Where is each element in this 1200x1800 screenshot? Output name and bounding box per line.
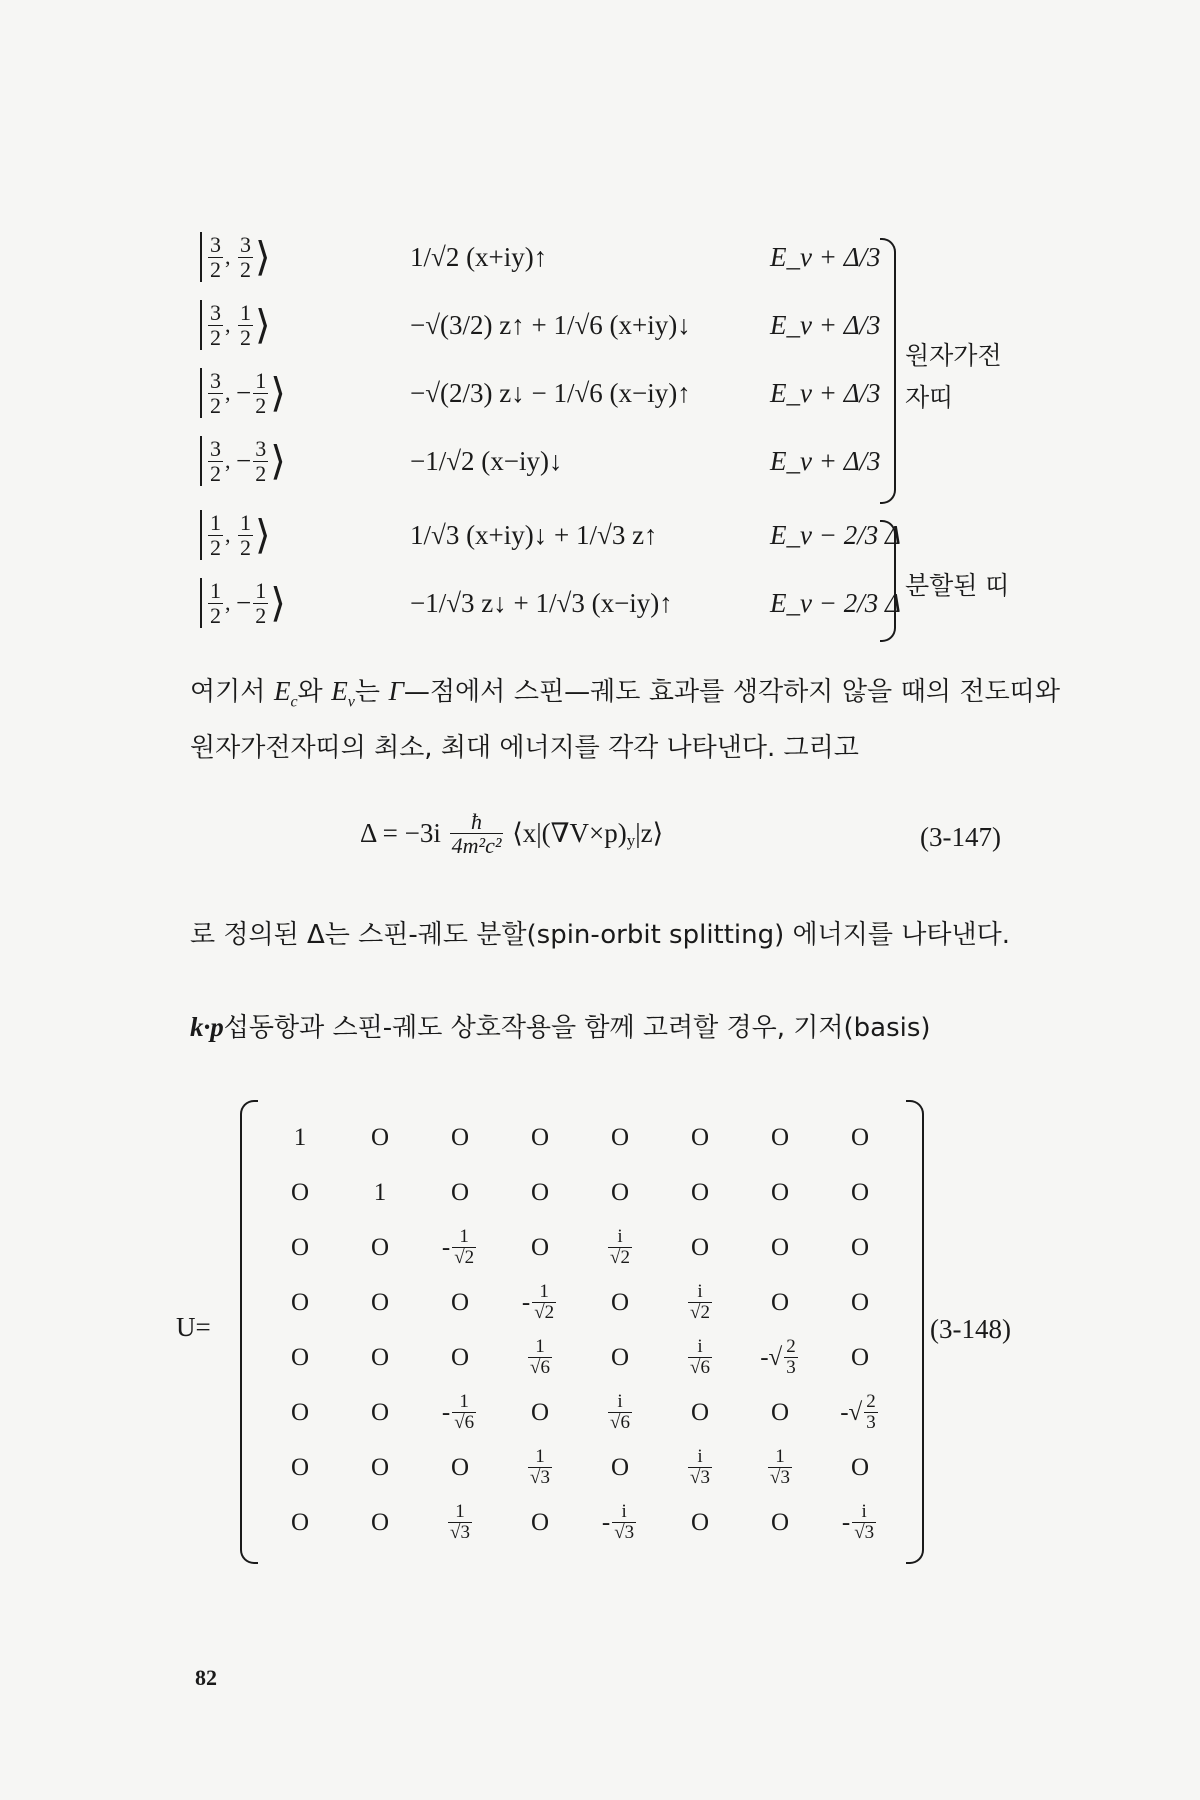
- state-ket: $\frac{3}{2}$ , − $\frac{1}{2}$ ⟩: [200, 368, 390, 418]
- matrix-grid: [260, 1110, 900, 1550]
- matrix-cell: O: [370, 1453, 390, 1481]
- matrix-cell: O: [850, 1123, 870, 1151]
- matrix-cell: O: [530, 1178, 550, 1206]
- matrix-cell: O: [290, 1178, 310, 1206]
- matrix-cell: O: [770, 1398, 790, 1426]
- state-energy: E_v + Δ/3: [770, 242, 881, 272]
- matrix-cell: O: [290, 1288, 310, 1316]
- matrix-cell: O: [850, 1343, 870, 1371]
- state-expression: 1/√3 (x+iy)↓ + 1/√3 z↑: [410, 520, 658, 550]
- matrix-cell: -√ $\frac{2}{3}$: [840, 1391, 876, 1433]
- matrix-cell: O: [610, 1343, 630, 1371]
- state-energy: E_v − 2/3 Δ: [770, 588, 901, 618]
- matrix-cell: O: [450, 1178, 470, 1206]
- paragraph-splitting-energy: 로 정의된 Δ는 스핀-궤도 분할(spin-orbit splitting) 에너지를 나타낸다.: [190, 920, 1011, 950]
- matrix-cell: O: [290, 1398, 310, 1426]
- matrix-cell: O: [290, 1233, 310, 1261]
- matrix-cell: 1: [293, 1123, 307, 1151]
- valence-band-brace: [880, 238, 896, 504]
- symbol-gamma: Γ: [388, 676, 404, 706]
- state-energy: E_v + Δ/3: [770, 378, 881, 408]
- state-ket: $\frac{1}{2}$ , $\frac{1}{2}$ ⟩: [200, 510, 390, 560]
- matrix-cell: O: [850, 1453, 870, 1481]
- matrix-cell: O: [450, 1123, 470, 1151]
- matrix-cell: - $\frac{1}{√2}$: [441, 1226, 475, 1268]
- valence-band-label-line1: 원자가전: [905, 341, 1002, 370]
- matrix-lhs: U=: [176, 1312, 211, 1342]
- state-ket: $\frac{3}{2}$ , − $\frac{3}{2}$ ⟩: [200, 436, 390, 486]
- matrix-cell: O: [370, 1398, 390, 1426]
- matrix-u: [170, 1100, 1070, 1560]
- matrix-cell: - $\frac{1}{√2}$: [521, 1281, 555, 1323]
- matrix-cell: O: [370, 1343, 390, 1371]
- matrix-right-bracket: [906, 1100, 924, 1564]
- matrix-cell: O: [530, 1233, 550, 1261]
- matrix-cell: O: [850, 1288, 870, 1316]
- book-page: $\frac{3}{2}$ , $\frac{3}{2}$ ⟩ 1/√2 (x+iy)↑ E_v + Δ/3 $\frac{3}{2}$ , $\frac{1}{2}$ ⟩ −√(3/2) z↑ + 1/√6 (x+iy)↓ E_v + Δ/3 $\frac{3}{2}$ , − $\frac{1}{2}$ ⟩ −√(2/3) z↓ − 1/√6 (x−iy)↑ E_v + Δ/3 $\frac{3}{2}$ , − $\frac{3}{2}$ ⟩ −1/√2 (x−iy)↓ E_v + Δ/3 $\frac{1}{2}$ , $\frac{1}{2}$ ⟩ 1/√3 (x+iy)↓ + 1/√3 z↑ E_v − 2/3 Δ $\frac{1}{2}$ , − $\frac{1}{2}$ ⟩ −1/√3 z↓ + 1/√3 (x−iy)↑ E_v − 2/3 Δ 원자가전 자띠 분할된 띠 여기서 $E_c$와 $E_v$는 Γ—점에서 스핀—궤도 효과를 생각하지 않을 때의 전도띠와 원자가전자띠의 최소, 최대 에너지를 각각 나타낸다. 그리고 Δ = −3i $\frac{ħ}{\text{4m²c²}}$ $⟨x|(\nabla V\times p)_y|z⟩$ (3-147) 로 정의된 Δ는 스핀-궤도 분할(spin-orbit splitting) 에너지를 나타낸다. k·p섭동항과 스핀-궤도 상호작용을 함께 고려할 경우, 기저(basis) U= 1 O O O O O O O O 1 O O O O O O O O - $\frac{1}{√2}$ O $\frac{i}{√2}$ O O O O O O - $\frac{1}{√2}$ O $\frac{i}{√2}$ O O O O O $\frac{1}{√6}$ O $\frac{i}{√6}$ -√ $\frac{2}{3}$ O O O - $\frac{1}{√6}$ O $\frac{i}{√6}$ O O -√ $\frac{2}{3}$ O O O $\frac{1}{√3}$ O $\frac{i}{√3}$ $\frac{1}{√3}$ O O O $\frac{1}{√3}$ O - $\frac{i}{√3}$ O O - $\frac{i}{√3}$ (3-148) 82: [0, 0, 1200, 1800]
- matrix-cell: O: [770, 1123, 790, 1151]
- matrix-cell: O: [450, 1288, 470, 1316]
- matrix-cell: O: [370, 1123, 390, 1151]
- matrix-cell: O: [530, 1398, 550, 1426]
- page-number: 82: [195, 1665, 217, 1690]
- matrix-cell: O: [610, 1288, 630, 1316]
- matrix-cell: $\frac{i}{√6}$: [610, 1391, 630, 1433]
- matrix-cell: - $\frac{i}{√3}$: [841, 1501, 875, 1543]
- state-expression: −1/√2 (x−iy)↓: [410, 446, 563, 476]
- state-energy: E_v + Δ/3: [770, 446, 881, 476]
- matrix-cell: O: [690, 1398, 710, 1426]
- split-band-brace: [880, 520, 896, 642]
- matrix-cell: O: [290, 1453, 310, 1481]
- matrix-cell: $\frac{1}{√3}$: [770, 1446, 790, 1488]
- split-band-label: 분할된 띠: [905, 571, 1010, 600]
- matrix-cell: $\frac{1}{√3}$: [530, 1446, 550, 1488]
- matrix-cell: $\frac{i}{√3}$: [690, 1446, 710, 1488]
- matrix-cell: O: [450, 1343, 470, 1371]
- matrix-cell: - $\frac{1}{√6}$: [441, 1391, 475, 1433]
- matrix-cell: O: [290, 1508, 310, 1536]
- matrix-cell: O: [690, 1508, 710, 1536]
- matrix-cell: O: [530, 1508, 550, 1536]
- state-ket: $\frac{1}{2}$ , − $\frac{1}{2}$ ⟩: [200, 578, 390, 628]
- state-expression: −√(3/2) z↑ + 1/√6 (x+iy)↓: [410, 310, 691, 340]
- matrix-cell: O: [690, 1233, 710, 1261]
- matrix-cell: $\frac{i}{√2}$: [610, 1226, 630, 1268]
- paragraph-basis: k·p섭동항과 스핀-궤도 상호작용을 함께 고려할 경우, 기저(basis): [190, 1012, 931, 1043]
- equation-number-147: (3-147): [920, 822, 1001, 852]
- matrix-cell: - $\frac{i}{√3}$: [601, 1501, 635, 1543]
- hbar-fraction: $\frac{ħ}{\text{4m²c²}}$: [451, 809, 502, 859]
- matrix-cell: O: [370, 1288, 390, 1316]
- matrix-cell: $\frac{1}{√3}$: [450, 1501, 470, 1543]
- state-ket: $\frac{3}{2}$ , $\frac{3}{2}$ ⟩: [200, 232, 390, 282]
- matrix-cell: O: [370, 1233, 390, 1261]
- state-energy: E_v + Δ/3: [770, 310, 881, 340]
- equation-number-148: (3-148): [930, 1314, 1011, 1344]
- matrix-cell: O: [610, 1453, 630, 1481]
- matrix-cell: O: [770, 1508, 790, 1536]
- matrix-cell: O: [690, 1178, 710, 1206]
- symbol-ev: $E_v$: [331, 676, 355, 711]
- matrix-cell: O: [850, 1233, 870, 1261]
- matrix-cell: $\frac{1}{√6}$: [530, 1336, 550, 1378]
- matrix-cell: O: [770, 1178, 790, 1206]
- matrix-cell: O: [690, 1123, 710, 1151]
- state-energy: E_v − 2/3 Δ: [770, 520, 901, 550]
- matrix-cell: 1: [373, 1178, 387, 1206]
- matrix-cell: O: [610, 1123, 630, 1151]
- matrix-cell: $\frac{i}{√2}$: [690, 1281, 710, 1323]
- state-expression: −√(2/3) z↓ − 1/√6 (x−iy)↑: [410, 378, 691, 408]
- matrix-cell: O: [850, 1178, 870, 1206]
- matrix-cell: O: [530, 1123, 550, 1151]
- matrix-cell: O: [370, 1508, 390, 1536]
- matrix-cell: $\frac{i}{√6}$: [690, 1336, 710, 1378]
- matrix-left-bracket: [240, 1100, 258, 1564]
- matrix-cell: O: [450, 1453, 470, 1481]
- state-expression: −1/√3 z↓ + 1/√3 (x−iy)↑: [410, 588, 673, 618]
- kp-term: k·p: [190, 1012, 224, 1042]
- paragraph-definitions: 여기서 $E_c$와 $E_v$는 Γ—점에서 스핀—궤도 효과를 생각하지 않을 때의 전도띠와 원자가전자띠의 최소, 최대 에너지를 각각 나타낸다. 그리고: [190, 676, 1060, 764]
- matrix-cell: O: [770, 1233, 790, 1261]
- matrix-cell: O: [610, 1178, 630, 1206]
- matrix-cell: -√ $\frac{2}{3}$: [760, 1336, 796, 1378]
- matrix-cell: O: [770, 1288, 790, 1316]
- state-expression: 1/√2 (x+iy)↑: [410, 242, 548, 272]
- valence-band-label-line2: 자띠: [905, 383, 954, 412]
- state-ket: $\frac{3}{2}$ , $\frac{1}{2}$ ⟩: [200, 300, 390, 350]
- symbol-ec: $E_c$: [273, 676, 298, 711]
- matrix-cell: O: [290, 1343, 310, 1371]
